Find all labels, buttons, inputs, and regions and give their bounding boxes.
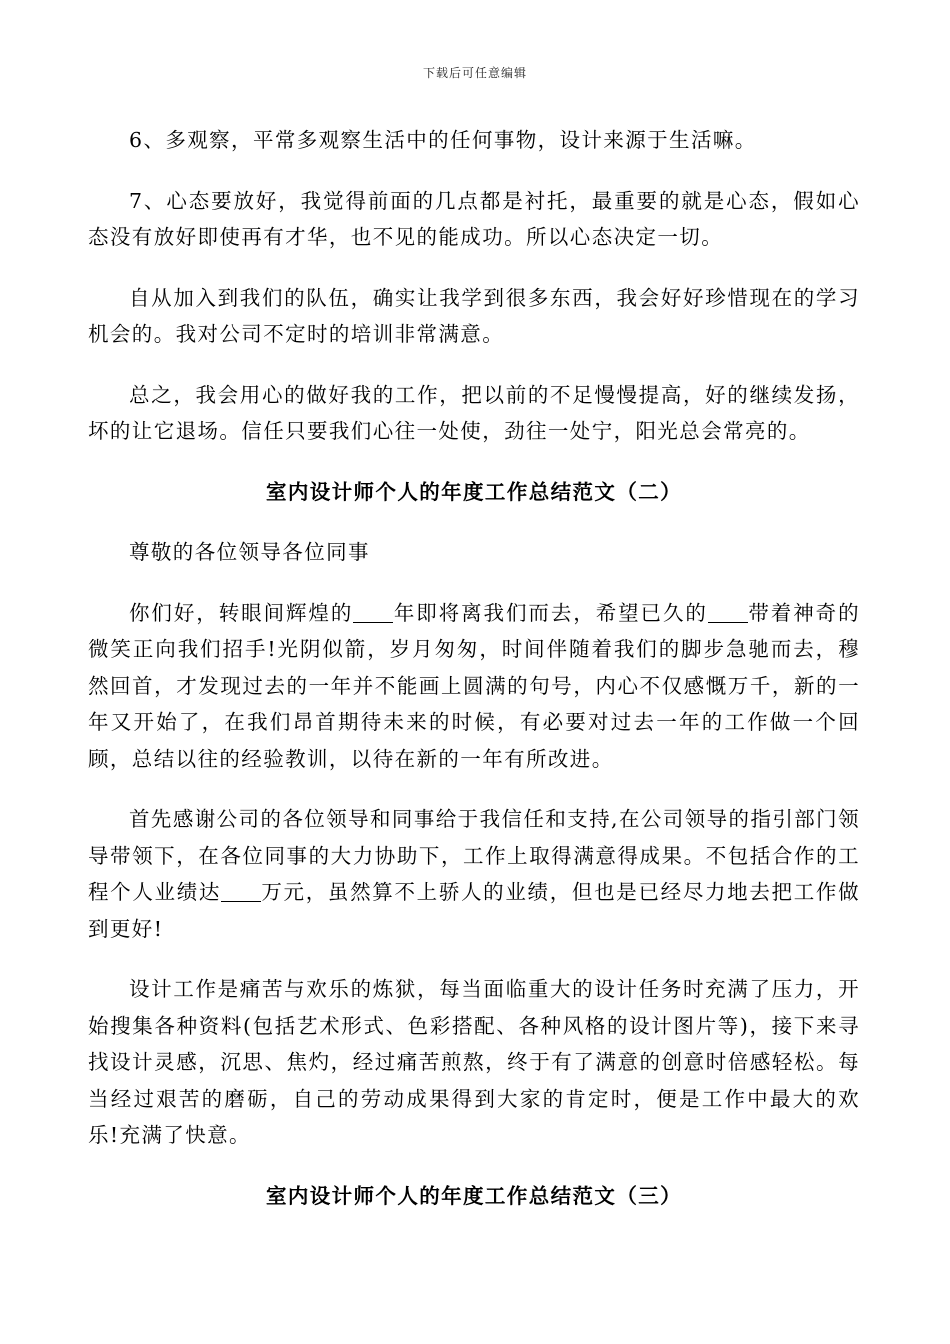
thanks-text-a: 首先感谢公司的各位领导和同事给于我信任和支持,在公司领导的指引部门领导带领下，在各位同事的大力协助下，工作上取得满意得成果。不包括合作的工程个人业绩达	[88, 807, 860, 904]
fill-blank-amount	[221, 881, 261, 903]
paragraph-design-work: 设计工作是痛苦与欢乐的炼狱，每当面临重大的设计任务时充满了压力，开始搜集各种资料(包括艺术形式、色彩搭配、各种风格的设计图片等)，接下来寻找设计灵感，沉思、焦灼，经过痛苦煎熬，终于有了满意的创意时倍感轻松。每当经过艰苦的磨砺，自己的劳动成果得到大家的肯定时，便是工作中最大的欢乐!充满了快意。	[88, 977, 860, 1147]
paragraph-conclusion: 总之，我会用心的做好我的工作，把以前的不足慢慢提高，好的继续发扬，坏的让它退场。信任只要我们心往一处使，劲往一处宁，阳光总会常亮的。	[88, 382, 860, 443]
fill-blank-new-year	[708, 601, 748, 623]
paragraph-team: 自从加入到我们的队伍，确实让我学到很多东西，我会好好珍惜现在的学习机会的。我对公司不定时的培训非常满意。	[88, 285, 860, 346]
paragraph-observe: 6、多观察，平常多观察生活中的任何事物，设计来源于生活嘛。	[129, 128, 757, 152]
document-body	[88, 122, 860, 1238]
page-header: 下载后可任意编辑	[422, 66, 527, 80]
greeting-text-a: 你们好，转眼间辉煌的	[129, 600, 354, 625]
paragraph-mindset: 7、心态要放好，我觉得前面的几点都是衬托，最重要的就是心态，假如心态没有放好即使再有才华，也不见的能成功。所以心态决定一切。	[88, 188, 860, 249]
greeting-text-b: 年即将离我们而去，希望已久的	[393, 600, 708, 625]
greeting-text-c: 带着神奇的微笑正向我们招手!光阴似箭，岁月匆匆，时间伴随着我们的脚步急驰而去，穆然回首，才发现过去的一年并不能画上圆满的句号，内心不仅感慨万千，新的一年又开始了，在我们昂首期待未来的时候，有必要对过去一年的工作做一个回顾，总结以往的经验教训，以待在新的一年有所改进。	[88, 600, 860, 771]
thanks-text-b: 万元，虽然算不上骄人的业绩，但也是已经尽力地去把工作做到更好!	[88, 880, 860, 941]
paragraph-greeting	[88, 595, 860, 778]
section-heading-3: 室内设计师个人的年度工作总结范文（三）	[265, 1183, 683, 1208]
paragraph-salutation: 尊敬的各位领导各位同事	[129, 540, 370, 564]
fill-blank-year	[353, 601, 393, 623]
section-heading-2: 室内设计师个人的年度工作总结范文（二）	[265, 479, 683, 504]
paragraph-thanks	[88, 801, 860, 947]
